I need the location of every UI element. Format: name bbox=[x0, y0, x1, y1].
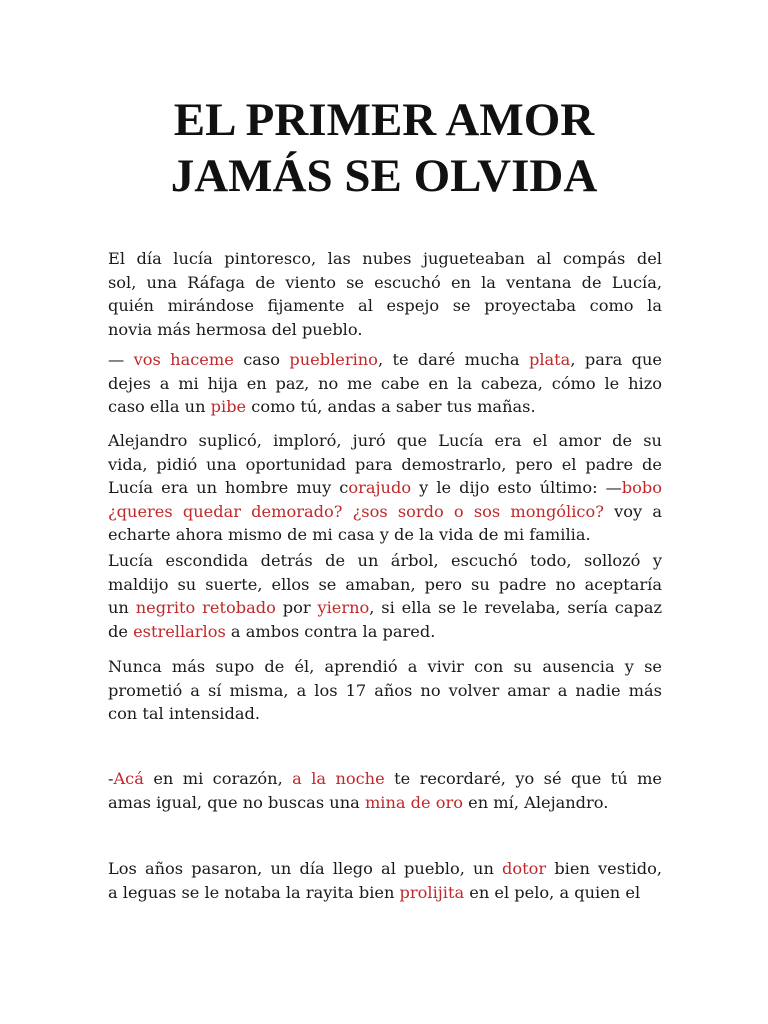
highlighted-term: pueblerino bbox=[289, 350, 378, 369]
text-line bbox=[108, 294, 662, 318]
text-run: te recordaré, yo sé que tú me bbox=[384, 769, 662, 788]
text-run: novia más hermosa del pueblo. bbox=[108, 319, 363, 339]
text-line bbox=[108, 476, 662, 500]
text-line bbox=[108, 857, 662, 881]
paragraph-4 bbox=[108, 549, 662, 643]
highlighted-term: vos haceme bbox=[133, 350, 234, 369]
text-line bbox=[108, 318, 662, 342]
text-run: y le dijo esto último: — bbox=[411, 478, 622, 497]
text-line bbox=[108, 395, 662, 419]
page-title bbox=[0, 92, 768, 204]
highlighted-term: ¿queres quedar demorado? ¿sos sordo o sos mongólico? bbox=[108, 501, 604, 521]
text-line bbox=[108, 523, 662, 547]
highlighted-term: plata bbox=[528, 350, 571, 369]
highlighted-term: prolijita bbox=[399, 882, 465, 902]
text-line bbox=[108, 573, 662, 597]
text-run: amas igual, que no buscas una bbox=[108, 792, 365, 812]
text-run: un bbox=[108, 598, 136, 617]
text-run: a leguas se le notaba la rayita bien bbox=[108, 882, 400, 902]
highlighted-term: a la noche bbox=[292, 769, 385, 788]
paragraph-5 bbox=[108, 655, 662, 726]
highlighted-term: bobo bbox=[621, 478, 662, 497]
title-line-1: EL PRIMER AMOR bbox=[173, 94, 595, 146]
highlighted-term: dotor bbox=[502, 859, 547, 878]
text-line bbox=[108, 429, 662, 453]
highlighted-term: negrito retobado bbox=[135, 598, 276, 617]
text-run: en el pelo, a quien el bbox=[464, 882, 641, 902]
text-run: de bbox=[108, 621, 134, 641]
text-run: con tal intensidad. bbox=[108, 704, 260, 723]
text-run: en mi corazón, bbox=[143, 769, 293, 788]
paragraph-7 bbox=[108, 857, 662, 904]
text-line bbox=[108, 767, 662, 791]
text-run: bien vestido, bbox=[546, 859, 663, 878]
text-run: , para que bbox=[570, 350, 662, 369]
text-run: — bbox=[108, 350, 134, 369]
text-run: por bbox=[275, 598, 318, 617]
text-line bbox=[108, 655, 662, 679]
text-run: sol, una Ráfaga de viento se escuchó en la ventana de Lucía, bbox=[108, 272, 662, 292]
text-line bbox=[108, 271, 662, 295]
paragraph-2 bbox=[108, 348, 662, 419]
highlighted-term: Acá bbox=[113, 769, 144, 788]
text-run: en mí, Alejandro. bbox=[463, 792, 609, 812]
text-run: vida, pidió una oportunidad para demostrarlo, pero el padre de bbox=[108, 454, 662, 474]
text-run: - bbox=[108, 769, 114, 788]
text-line bbox=[108, 247, 662, 271]
text-line bbox=[108, 453, 662, 477]
text-run: dejes a mi hija en paz, no me cabe en la cabeza, cómo le hizo bbox=[108, 373, 662, 393]
text-line bbox=[108, 596, 662, 620]
text-line bbox=[108, 620, 662, 644]
text-run: Lucía era un hombre muy c bbox=[108, 478, 349, 497]
text-line bbox=[108, 549, 662, 573]
text-run: Nunca más supo de él, aprendió a vivir con su ausencia y se bbox=[108, 657, 662, 676]
text-run: Alejandro suplicó, imploró, juró que Lucía era el amor de su bbox=[108, 431, 662, 450]
title-line-2: JAMÁS SE OLVIDA bbox=[170, 150, 598, 202]
highlighted-term: estrellarlos bbox=[133, 621, 226, 641]
text-run: caso bbox=[233, 350, 290, 369]
text-run: maldijo su suerte, ellos se amaban, pero su padre no aceptaría bbox=[108, 574, 662, 594]
text-line bbox=[108, 702, 662, 726]
text-run: como tú, andas a saber tus mañas. bbox=[246, 397, 536, 416]
text-run: caso ella un bbox=[108, 397, 211, 416]
highlighted-term: yierno bbox=[317, 598, 370, 617]
text-run: Los años pasaron, un día llego al pueblo, un bbox=[108, 859, 503, 878]
text-run: voy a bbox=[603, 501, 662, 521]
text-line bbox=[108, 372, 662, 396]
text-run: a ambos contra la pared. bbox=[225, 621, 436, 641]
text-line bbox=[108, 881, 662, 905]
text-line bbox=[108, 500, 662, 524]
paragraph-3 bbox=[108, 429, 662, 547]
text-line bbox=[108, 791, 662, 815]
text-run: Lucía escondida detrás de un árbol, escuchó todo, sollozó y bbox=[108, 551, 662, 570]
text-line bbox=[108, 679, 662, 703]
text-run: , te daré mucha bbox=[377, 350, 529, 369]
paragraph-6 bbox=[108, 767, 662, 814]
highlighted-term: pibe bbox=[210, 397, 247, 416]
highlighted-term: orajudo bbox=[348, 478, 412, 497]
text-run: prometió a sí misma, a los 17 años no volver amar a nadie más bbox=[108, 680, 662, 700]
text-run: quién mirándose fijamente al espejo se proyectaba como la bbox=[108, 296, 662, 315]
paragraph-1 bbox=[108, 247, 662, 341]
text-run: El día lucía pintoresco, las nubes jugueteaban al compás del bbox=[108, 249, 662, 268]
text-run: , si ella se le revelaba, sería capaz bbox=[369, 598, 663, 617]
text-line bbox=[108, 348, 662, 372]
text-run: echarte ahora mismo de mi casa y de la vida de mi familia. bbox=[108, 525, 591, 544]
highlighted-term: mina de oro bbox=[364, 792, 464, 812]
